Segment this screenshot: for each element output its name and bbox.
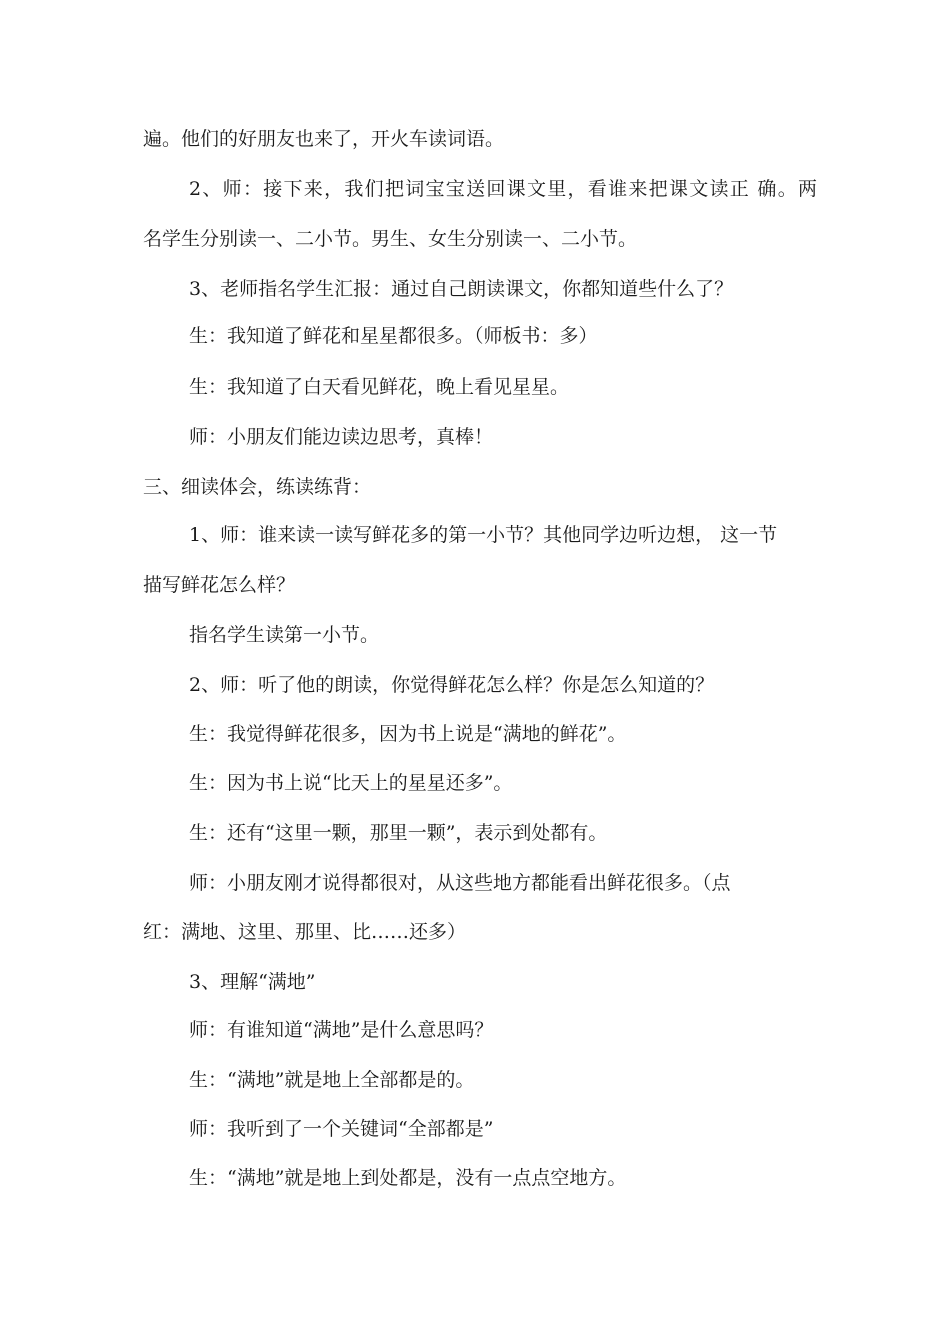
paragraph-line: 师：我听到了一个关键词“全部都是” bbox=[189, 1118, 494, 1140]
paragraph-line: 生：“满地”就是地上到处都是，没有一点点空地方。 bbox=[189, 1167, 627, 1189]
paragraph-line: 生：还有“这里一颗，那里一颗”，表示到处都有。 bbox=[189, 822, 608, 844]
paragraph-line: 名学生分别读一、二小节。男生、女生分别读一、二小节。 bbox=[143, 228, 638, 250]
paragraph-line: 遍。他们的好朋友也来了，开火车读词语。 bbox=[143, 128, 505, 150]
paragraph-line: 2、师：听了他的朗读，你觉得鲜花怎么样？你是怎么知道的？ bbox=[189, 674, 715, 696]
paragraph-line: 3、老师指名学生汇报：通过自己朗读课文，你都知道些什么了？ bbox=[189, 278, 734, 300]
paragraph-line: 红：满地、这里、那里、比……还多） bbox=[143, 921, 467, 943]
paragraph-line: 生：我觉得鲜花很多，因为书上说是“满地的鲜花”。 bbox=[189, 723, 627, 745]
paragraph-line: 指名学生读第一小节。 bbox=[189, 624, 380, 646]
paragraph-line: 3、理解“满地” bbox=[189, 971, 316, 993]
paragraph-line: 师：小朋友刚才说得都很对，从这些地方都能看出鲜花很多。（点 bbox=[189, 872, 731, 894]
paragraph-line: 师：有谁知道“满地”是什么意思吗？ bbox=[189, 1019, 494, 1041]
section-heading: 三、细读体会，练读练背： bbox=[143, 476, 372, 498]
paragraph-line: 生：因为书上说“比天上的星星还多”。 bbox=[189, 772, 513, 794]
paragraph-line: 描写鲜花怎么样？ bbox=[143, 574, 296, 596]
paragraph-line: 生：我知道了白天看见鲜花，晚上看见星星。 bbox=[189, 376, 570, 398]
paragraph-line: 2、师：接下来，我们把词宝宝送回课文里，看谁来把课文读正 确。两 bbox=[189, 178, 817, 200]
paragraph-line: 师：小朋友们能边读边思考，真棒！ bbox=[189, 426, 494, 448]
paragraph-line: 生：“满地”就是地上全部都是的。 bbox=[189, 1069, 475, 1091]
paragraph-line: 生：我知道了鲜花和星星都很多。（师板书：多） bbox=[189, 325, 598, 347]
paragraph-line: 1、师：谁来读一读写鲜花多的第一小节？其他同学边听边想， 这一节 bbox=[189, 524, 778, 546]
